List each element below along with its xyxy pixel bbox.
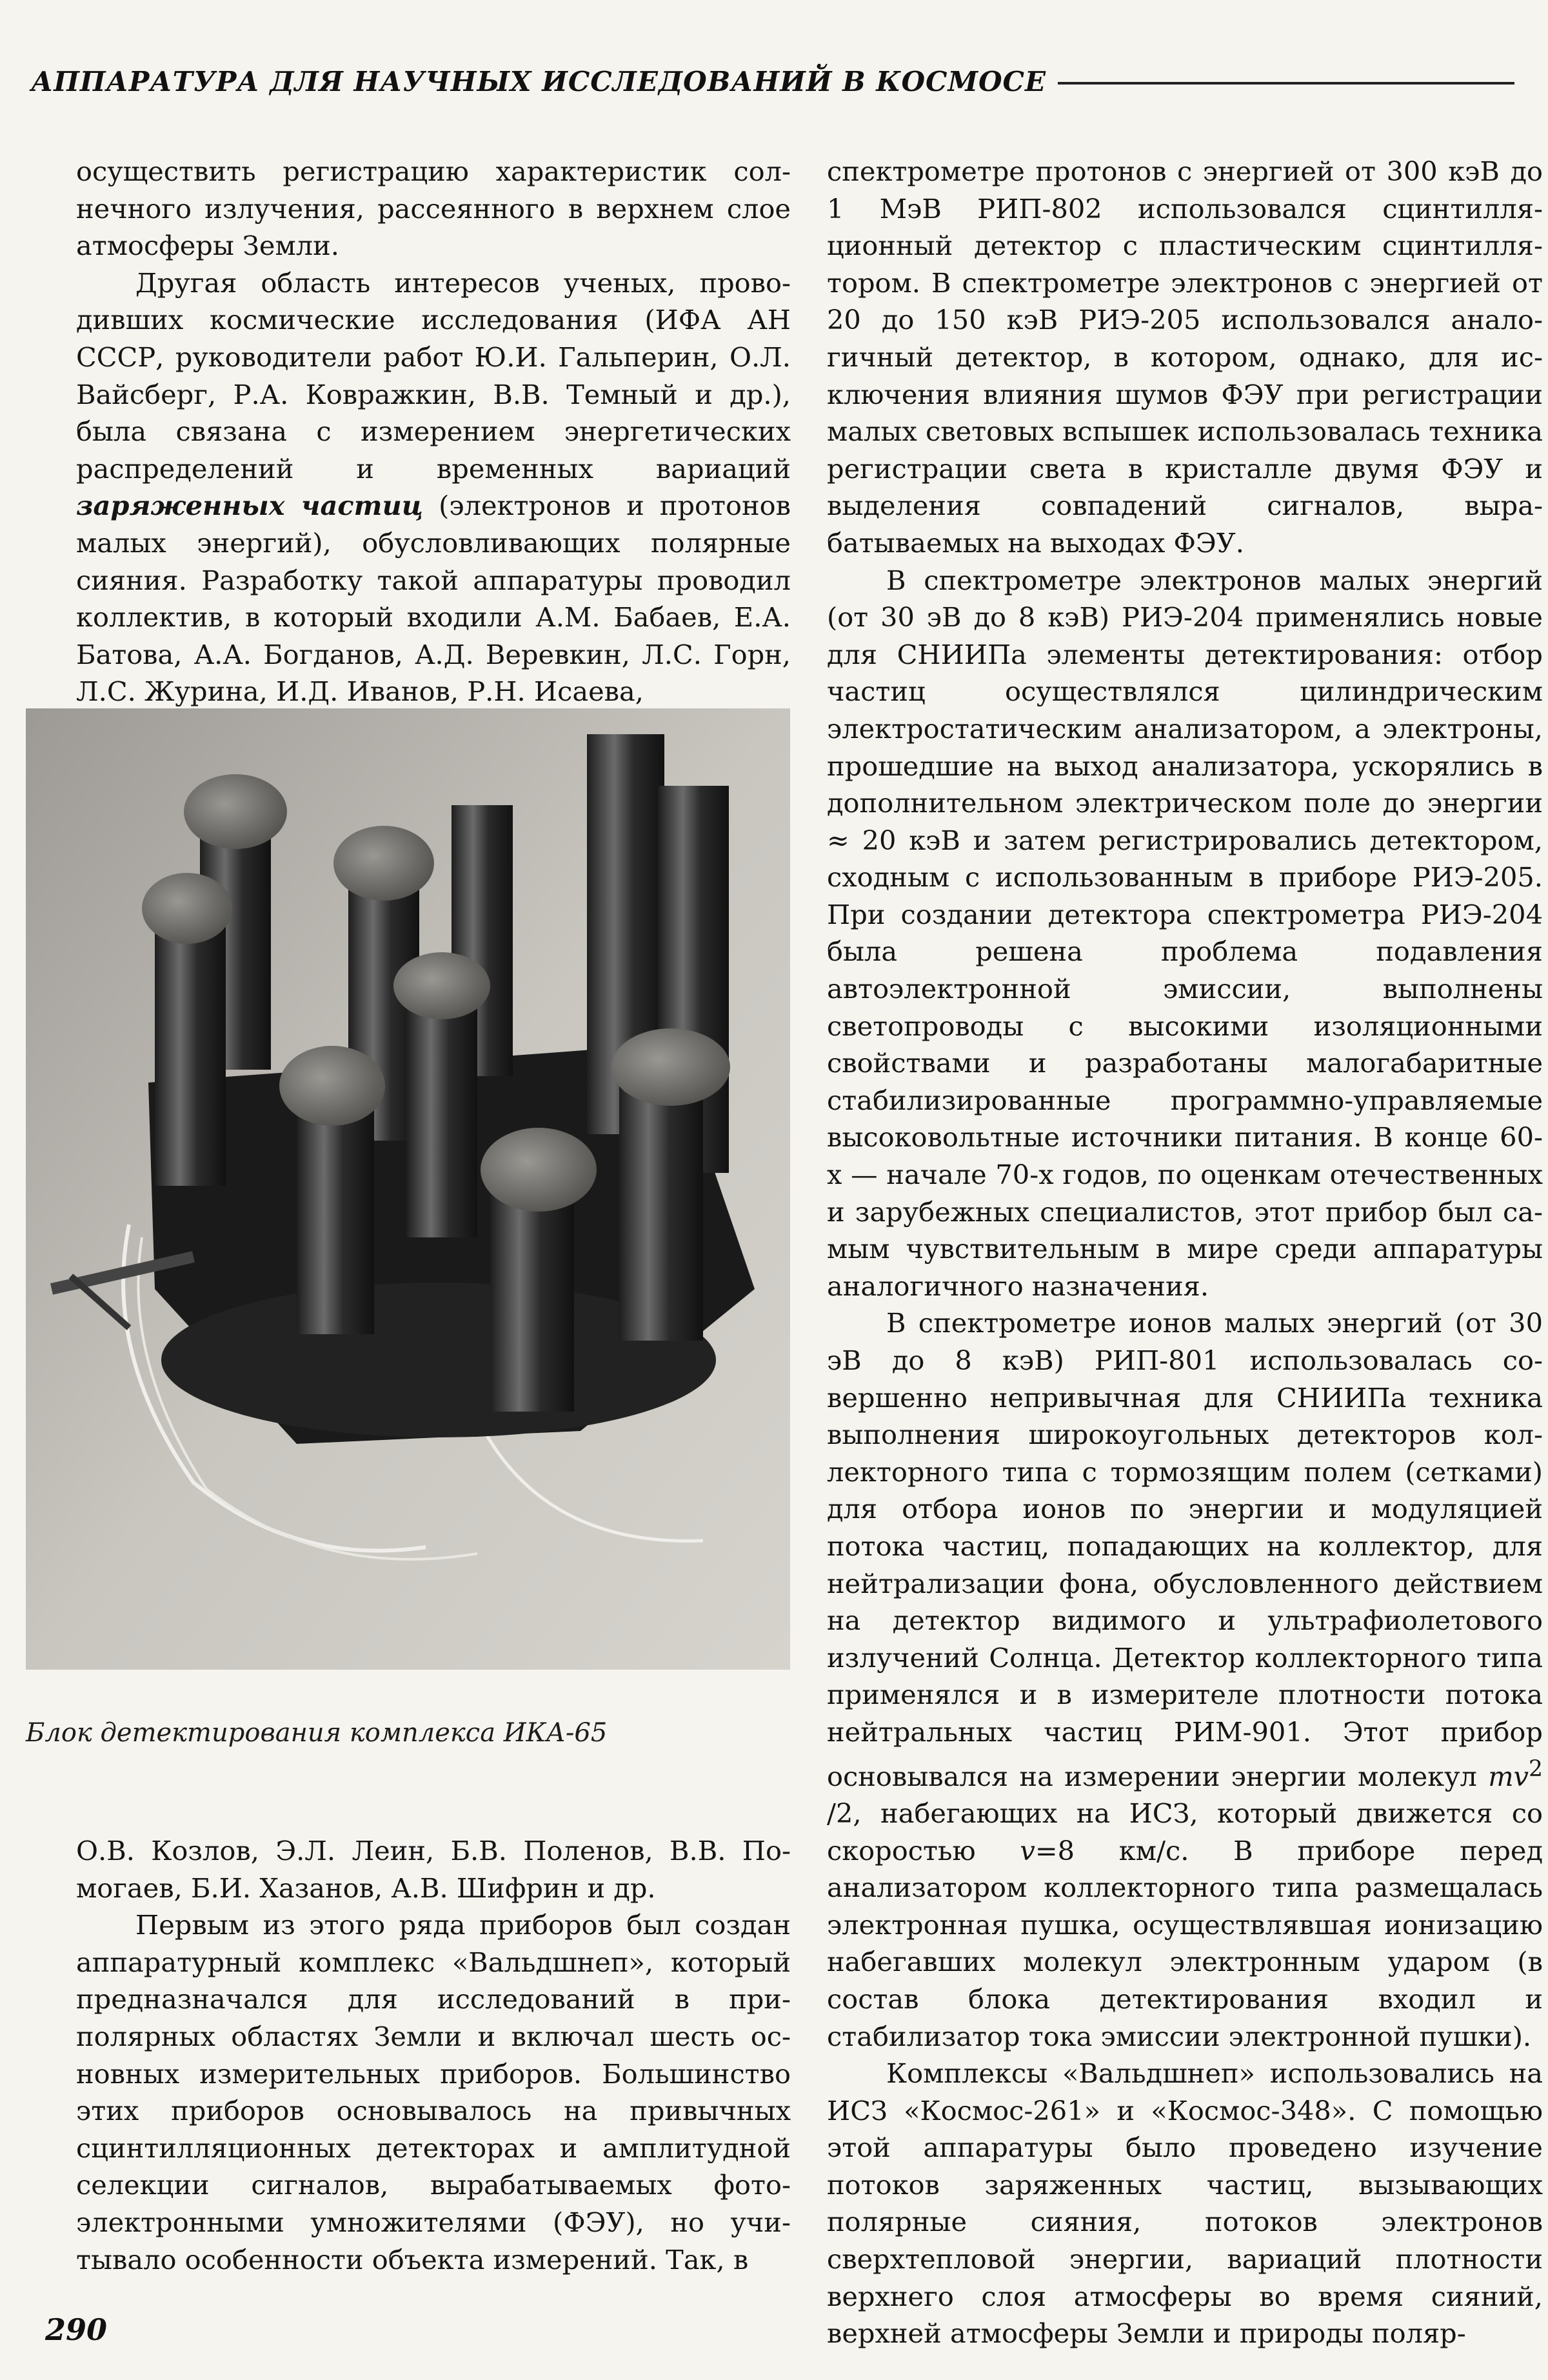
- running-title: АППАРАТУРА ДЛЯ НАУЧНЫХ ИССЛЕДОВАНИЙ В КОСМОСЕ: [31, 65, 1047, 97]
- figure-photo: [26, 708, 790, 1670]
- emphasized-term: заряженных частиц: [76, 490, 424, 522]
- running-header: [31, 62, 1514, 101]
- paragraph: О.В. Козлов, Э.Л. Леин, Б.В. Поленов, В.В. Помогаев, Б.И. Хазанов, А.В. Шифрин и др.: [76, 1835, 791, 1904]
- right-column: [827, 153, 1543, 2352]
- left-column-bottom: [76, 1832, 791, 2278]
- paragraph: [76, 265, 791, 710]
- text-run: В спектрометре ионов малых энергий (от 30 эВ до 8 кэВ) РИП-801 использовалась совершенно непривычная для СНИИПа техника выполнения широкоугольных детекторов коллекторного типа с тормозящим полем (сетками) для отбора ионов по энергии и модуляцией потока частиц, попадающих на коллектор, для нейтрализации фона, обусловленного действием на детектор видимого и ультрафиолетового излучений Солнца. Детектор коллекторного типа применялся и в измерителе плотности потока нейтральных частиц РИМ-901. Этот прибор основывался на измерении энергии молекул: [827, 1307, 1543, 1792]
- paragraph: [827, 1305, 1543, 2055]
- page-number: 290: [45, 2312, 108, 2347]
- figure-caption: Блок детектирования комплекса ИКА-65: [26, 1718, 608, 1748]
- paragraph: Комплексы «Вальдшнеп» использовались на ИСЗ «Космос-261» и «Космос-348». С помощью этой аппаратуры было проведено изучение потоков заряженных частиц, вызывающих полярные сияния, потоков электронов сверхтепловой энергии, вариаций плотности верхнего слоя атмосферы во время сияний, верхней атмосферы Земли и природы поляр-: [827, 2057, 1543, 2350]
- text-run: (электронов и протонов малых энергий), обусловливающих полярные сияния. Разработку такой аппаратуры проводил коллектив, в который входили А.М. Бабаев, Е.А. Батова, А.А. Богданов, А.Д. Веревкин, Л.С. Горн, Л.С. Журина, И.Д. Иванов, Р.Н. Исаева,: [76, 490, 791, 708]
- formula-velocity: v: [1020, 1834, 1035, 1866]
- text-run: Другая область интересов ученых, проводивших космические исследования (ИФА АН СССР, руководители работ Ю.И. Гальперин, О.Л. Вайсберг, Р.А. Ковражкин, В.В. Темный и др.), была связана с измерением энергетических распределений и временных вариаций: [76, 266, 791, 485]
- header-rule: [1058, 82, 1514, 85]
- formula-exponent: 2: [1529, 1755, 1543, 1782]
- detector-block-photo: [26, 708, 790, 1670]
- text-run: =8 км/с. В приборе перед анализатором коллекторного типа размещалась электронная пушка, осуществлявшая ионизацию набегавших молекул электронным ударом (в состав блока детектирования входил и стабилизатор тока эмиссии электронной пушки).: [827, 1834, 1543, 2052]
- paragraph: Первым из этого ряда приборов был создан аппаратурный комплекс «Вальдшнеп», который предназначался для исследований в приполярных областях Земли и включал шесть основных измерительных приборов. Большинство этих приборов основывалось на привычных сцинтилляционных детекторах и амплитудной селекции сигналов, вырабатываемых фотоэлектронными умножителями (ФЭУ), но учитывало особенности объекта измерений. Так, в: [76, 1909, 791, 2275]
- text-run: /2, набегающих на ИСЗ, который движется со скоростью: [827, 1797, 1543, 1866]
- left-column-top: [76, 153, 791, 710]
- paragraph: осуществить регистрацию характеристик солнечного излучения, рассеянного в верхнем слое атмосферы Земли.: [76, 155, 791, 262]
- paragraph: спектрометре протонов с энергией от 300 кэВ до 1 МэВ РИП-802 использовался сцинтилляционный детектор с пластическим сцинтиллятором. В спектрометре электронов с энергией от 20 до 150 кэВ РИЭ-205 использовался аналогичный детектор, в котором, однако, для исключения влияния шумов ФЭУ при регистрации малых световых вспышек использовалась техника регистрации света в кристалле двумя ФЭУ и выделения совпадений сигналов, вырабатываемых на выходах ФЭУ.: [827, 155, 1543, 559]
- paragraph: В спектрометре электронов малых энергий (от 30 эВ до 8 кэВ) РИЭ-204 применялись новые для СНИИПа элементы детектирования: отбор частиц осуществлялся цилиндрическим электростатическим анализатором, а электроны, прошедшие на выход анализатора, ускорялись в дополнительном электрическом поле до энергии ≈ 20 кэВ и затем регистрировались детектором, сходным с использованным в приборе РИЭ-205. При создании детектора спектрометра РИЭ-204 была решена проблема подавления автоэлектронной эмиссии, выполнены светопроводы с высокими изоляционными свойствами и разработаны малогабаритные стабилизированные программно-управляемые высоковольтные источники питания. В конце 60-х — начале 70-х годов, по оценкам отечественных и зарубежных специалистов, этот прибор был самым чувствительным в мире среди аппаратуры аналогичного назначения.: [827, 564, 1543, 1302]
- formula-mv: mv: [1488, 1760, 1529, 1792]
